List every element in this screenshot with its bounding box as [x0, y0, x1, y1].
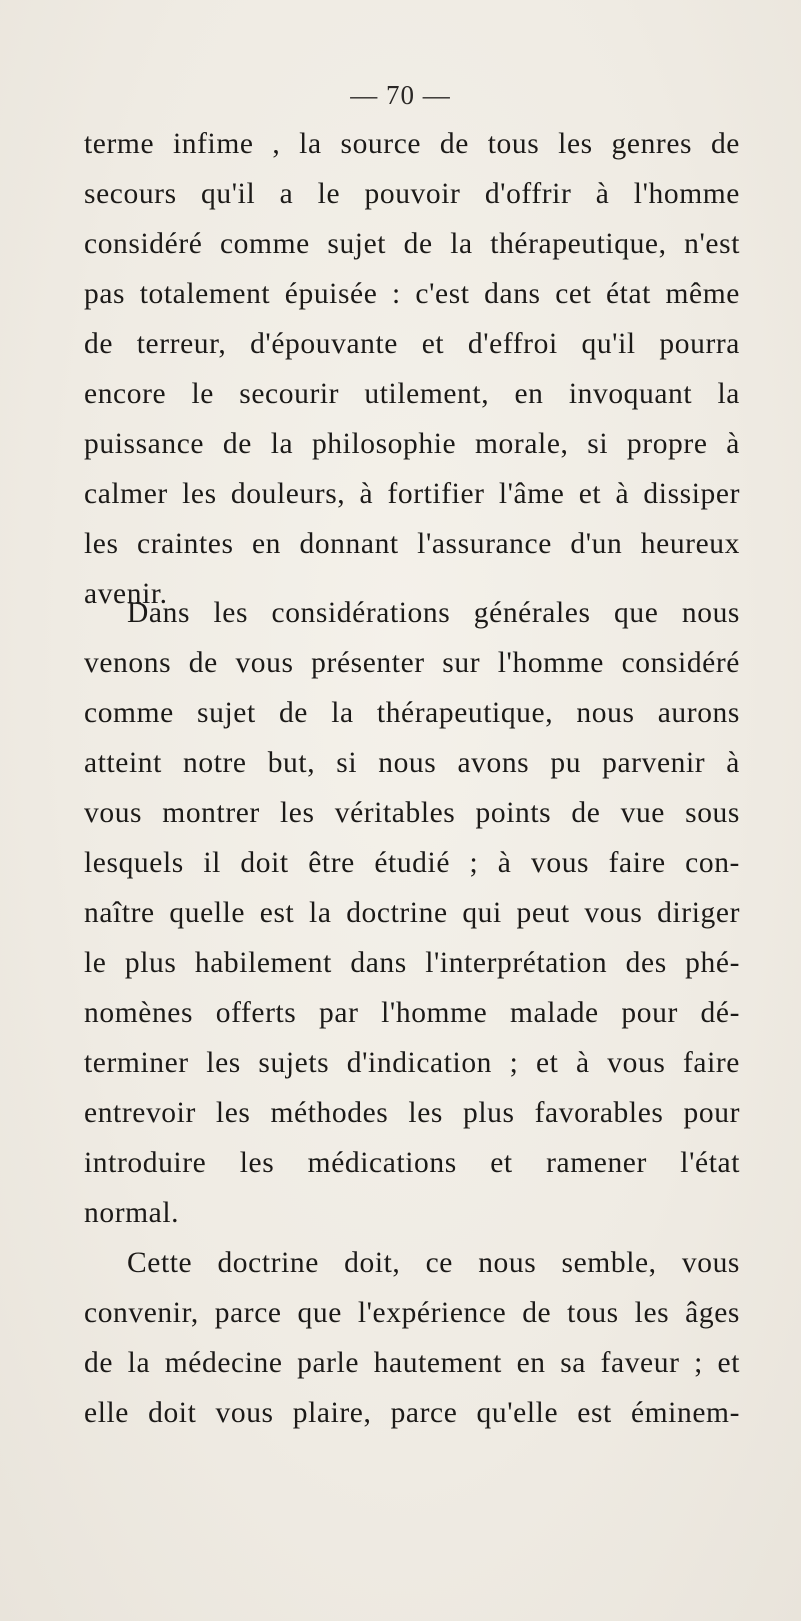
text-line: secours qu'il a le pouvoir d'offrir à l'homme [84, 178, 740, 210]
text-line: avenir. [84, 578, 168, 610]
text-line: de la médecine parle hautement en sa faveur ; et [84, 1347, 740, 1379]
text-line: introduire les médications et ramener l'état [84, 1147, 740, 1179]
text-line: normal. [84, 1197, 180, 1229]
text-line: convenir, parce que l'expérience de tous les âges [84, 1297, 740, 1329]
text-line: les craintes en donnant l'assurance d'un heureux [84, 528, 740, 560]
text-line: naître quelle est la doctrine qui peut vous diriger [84, 897, 740, 929]
text-line: encore le secourir utilement, en invoquant la [84, 378, 740, 410]
text-line: Dans les considérations générales que nous [127, 597, 740, 629]
text-line: Cette doctrine doit, ce nous semble, vous [127, 1247, 740, 1279]
text-line: terme infime , la source de tous les genres de [84, 128, 740, 160]
text-line: de terreur, d'épouvante et d'effroi qu'il pourra [84, 328, 740, 360]
paragraph-2 [84, 588, 740, 1438]
text-line: le plus habilement dans l'interprétation des phé- [84, 947, 740, 979]
text-line: comme sujet de la thérapeutique, nous aurons [84, 697, 740, 729]
text-line: considéré comme sujet de la thérapeutique, n'est [84, 228, 740, 260]
text-line: calmer les douleurs, à fortifier l'âme et à dissiper [84, 478, 740, 510]
text-line: venons de vous présenter sur l'homme considéré [84, 647, 740, 679]
text-line: puissance de la philosophie morale, si propre à [84, 428, 740, 460]
text-line: nomènes offerts par l'homme malade pour dé- [84, 997, 740, 1029]
text-line: vous montrer les véritables points de vue sous [84, 797, 740, 829]
text-line: entrevoir les méthodes les plus favorables pour [84, 1097, 740, 1129]
paragraph-1 [84, 119, 740, 619]
text-line: lesquels il doit être étudié ; à vous faire con- [84, 847, 740, 879]
text-line: elle doit vous plaire, parce qu'elle est éminem- [84, 1397, 740, 1429]
page-number: — 70 — [350, 80, 451, 110]
text-line: pas totalement épuisée : c'est dans cet état même [84, 278, 740, 310]
text-line: terminer les sujets d'indication ; et à vous faire [84, 1047, 740, 1079]
text-line: atteint notre but, si nous avons pu parvenir à [84, 747, 740, 779]
